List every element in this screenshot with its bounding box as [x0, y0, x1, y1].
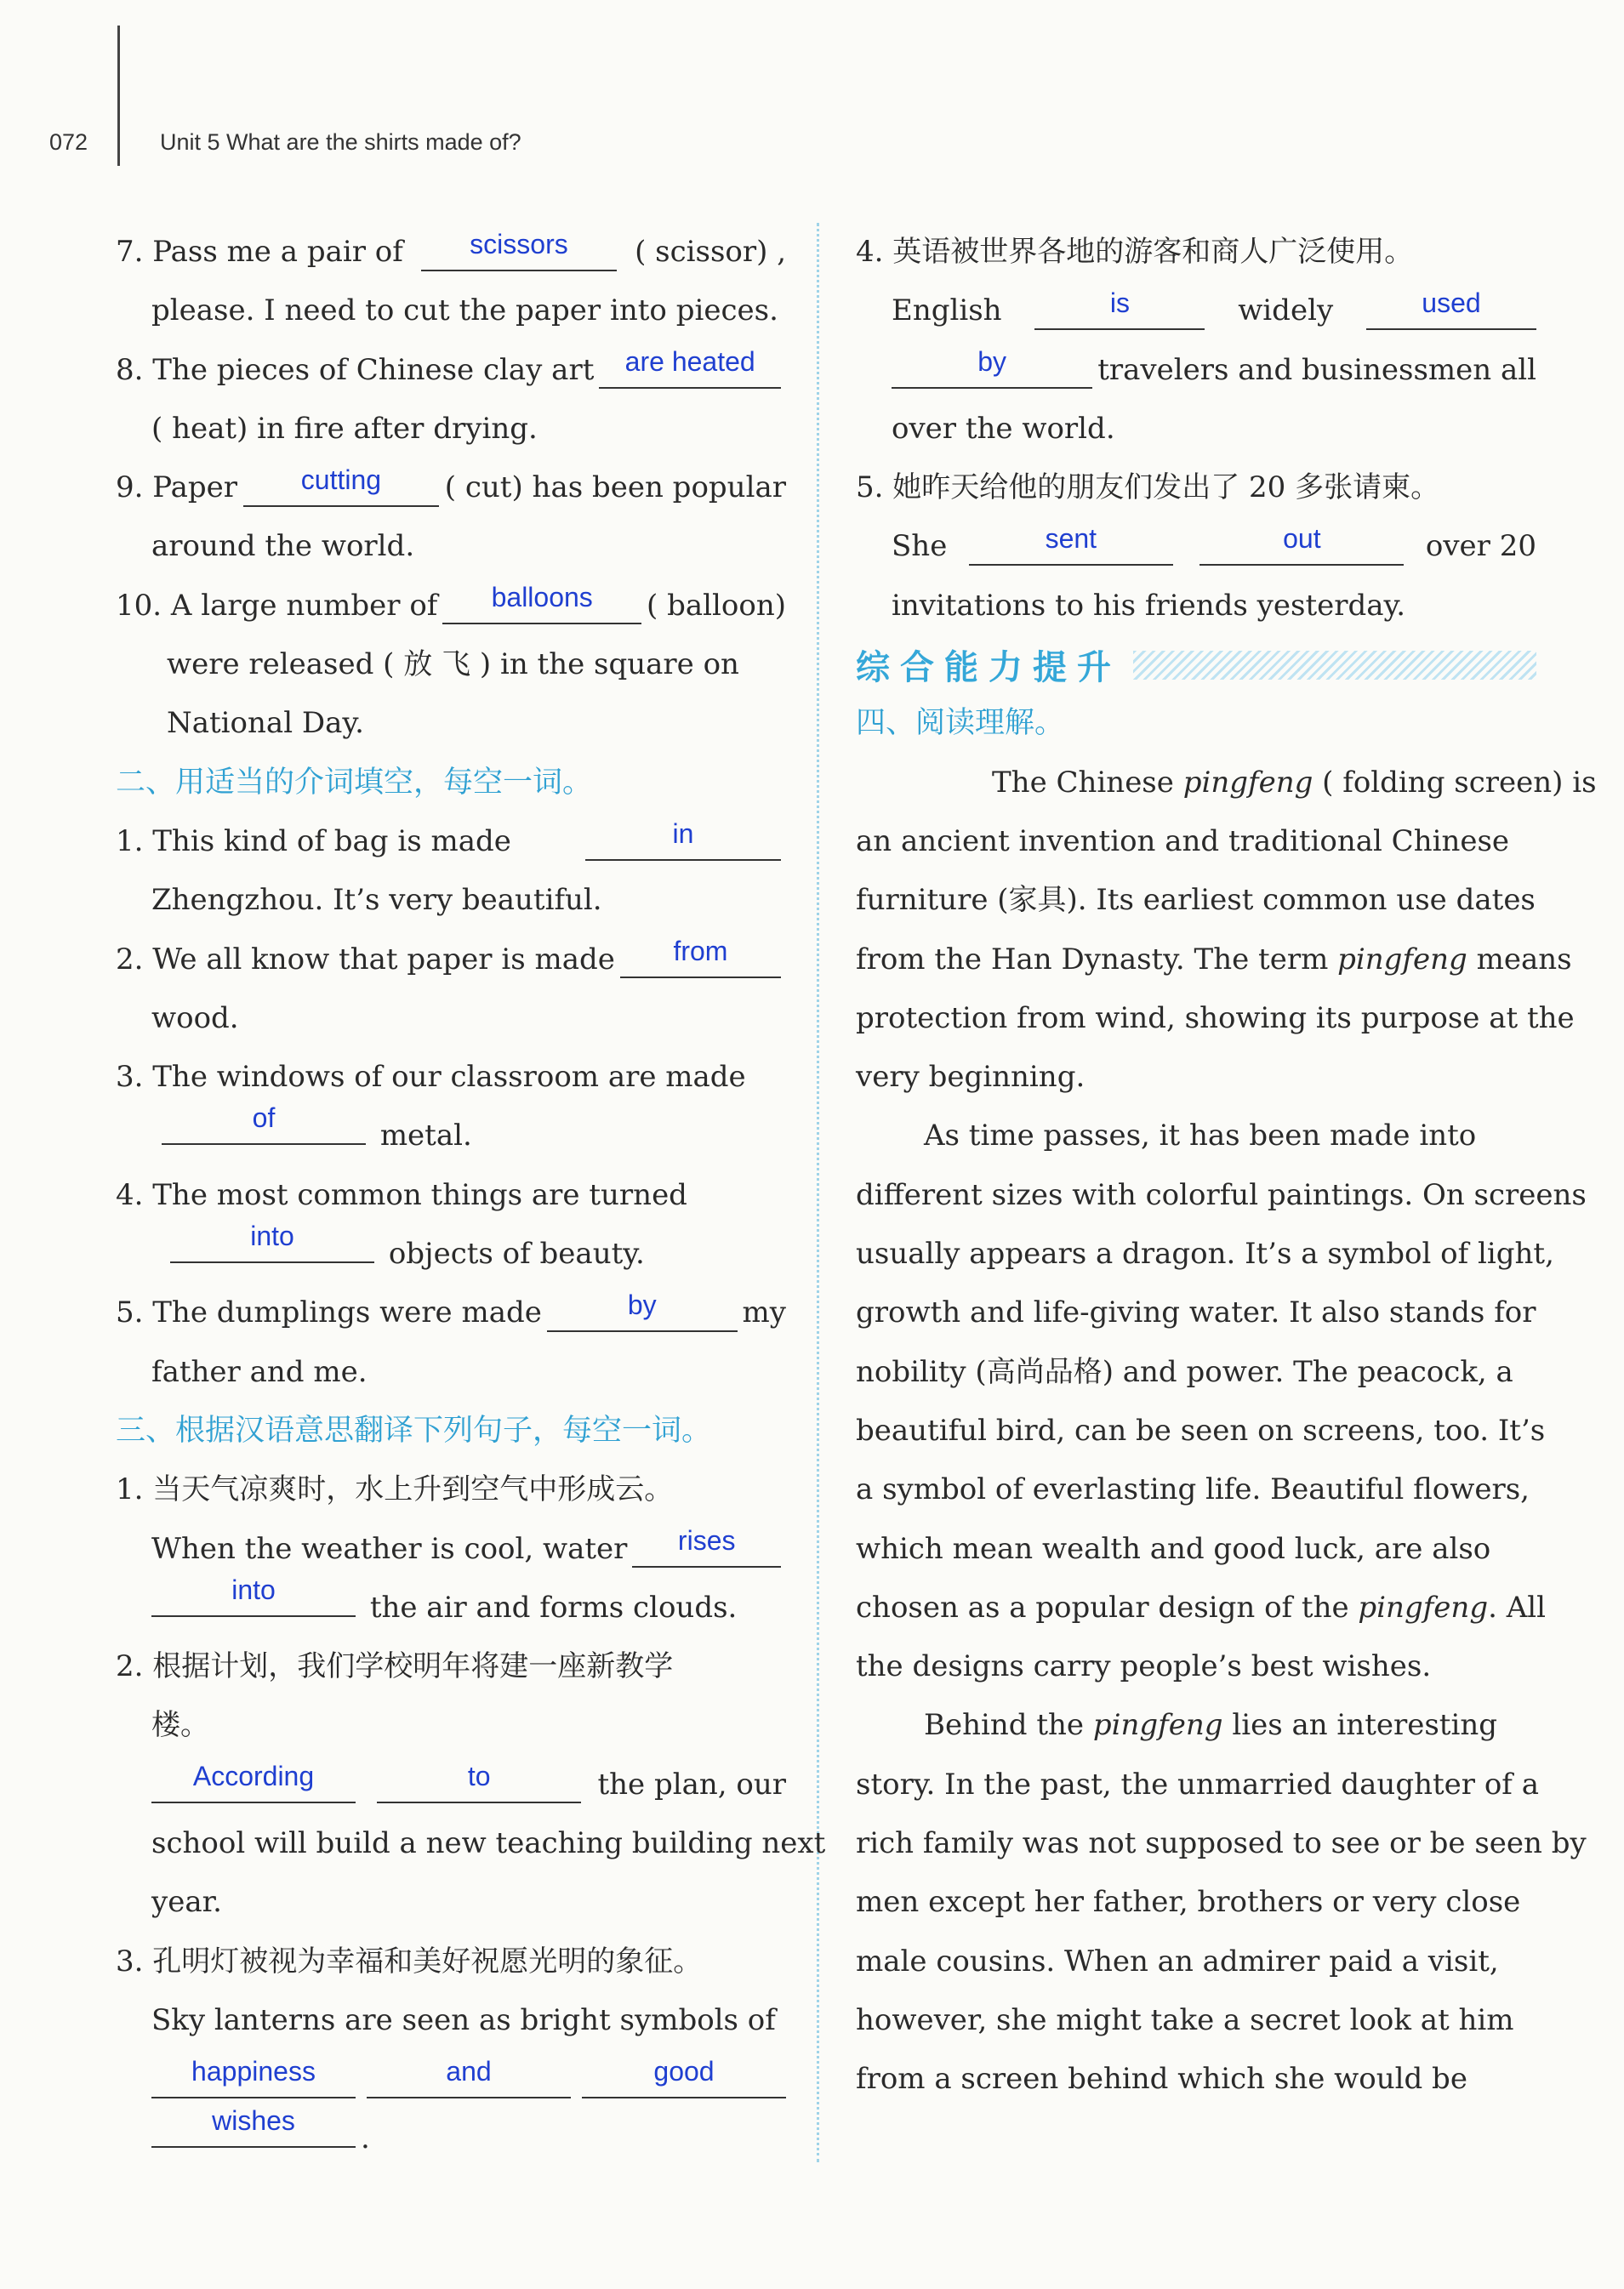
answer-text: scissors	[470, 228, 568, 259]
t2-cn2: 楼。	[151, 1708, 209, 1743]
passage-line: different sizes with colorful paintings. On screens	[856, 1177, 1587, 1212]
answer-text: and	[446, 2055, 492, 2087]
passage-line: protection from wind, showing its purpose at the	[856, 1000, 1575, 1035]
passage-line: beautiful bird, can be seen on screens, too. It’s	[856, 1413, 1546, 1448]
answer-text: wishes	[212, 2104, 295, 2136]
q7-cont: please. I need to cut the paper into pieces.	[151, 293, 778, 328]
answer-blank[interactable]	[377, 1761, 581, 1803]
t2-cn: 2. 根据计划，我们学校明年将建一座新教学	[116, 1649, 674, 1684]
t5-cn: 5. 她昨天给他的朋友们发出了 20 多张请柬。	[856, 470, 1440, 505]
reading-passage	[856, 754, 1597, 2110]
passage-line: however, she might take a secret look at him	[856, 2002, 1514, 2037]
answer-blank[interactable]	[1199, 523, 1404, 566]
q9-cont: around the world.	[151, 529, 415, 564]
t2-cont2: year.	[151, 1885, 222, 1920]
passage-line: chosen as a popular design of the pingfeng. All	[856, 1590, 1547, 1625]
answer-blank[interactable]	[620, 936, 781, 978]
passage-line: growth and life-giving water. It also stands for	[856, 1295, 1536, 1330]
answer-text: happiness	[191, 2055, 316, 2087]
answer-blank[interactable]	[367, 2055, 571, 2098]
answer-text: into	[231, 1574, 276, 1605]
passage-line: Behind the pingfeng lies an interesting	[924, 1708, 1498, 1743]
answer-text: into	[250, 1221, 294, 1252]
passage-line: The Chinese pingfeng ( folding screen) is	[992, 765, 1597, 800]
passage-line: rich family was not supposed to see or be seen by	[856, 1826, 1587, 1861]
passage-line: male cousins. When an admirer paid a visit,	[856, 1944, 1499, 1979]
p3-line: 3. The windows of our classroom are made	[116, 1060, 746, 1095]
passage-line: very beginning.	[856, 1060, 1086, 1095]
left-column	[116, 223, 826, 2168]
t2-cont: school will build a new teaching building next	[151, 1826, 826, 1861]
passage-line: from a screen behind which she would be	[856, 2062, 1467, 2097]
answer-blank[interactable]	[599, 346, 781, 389]
t1-cn: 1. 当天气凉爽时，水上升到空气中形成云。	[116, 1472, 674, 1507]
q10-cont2: National Day.	[167, 706, 364, 741]
t5-line: She sent out over 20	[856, 517, 1536, 576]
answer-text: is	[1109, 287, 1130, 318]
passage-line: nobility (高尚品格) and power. The peacock, a	[856, 1354, 1513, 1389]
answer-text: of	[252, 1102, 276, 1134]
q10-line: 10. A large number of balloons ( balloon)	[116, 577, 786, 635]
unit-title: Unit 5 What are the shirts made of?	[160, 129, 521, 155]
answer-text: used	[1422, 287, 1481, 318]
p1-cont: Zhengzhou. It’s very beautiful.	[151, 883, 602, 918]
answer-text: According	[192, 1761, 315, 1792]
answer-text: by	[627, 1289, 657, 1320]
t3-cont: wishes .	[116, 2110, 786, 2168]
answer-blank[interactable]	[582, 2055, 786, 2098]
answer-text: in	[672, 817, 694, 849]
p2-cont: wood.	[151, 1000, 239, 1035]
q10-cont: were released ( 放 飞 ) in the square on	[167, 647, 739, 682]
answer-blank[interactable]	[151, 2104, 356, 2148]
band-stripe	[1133, 651, 1536, 680]
answer-blank[interactable]	[162, 1102, 366, 1145]
right-column	[856, 223, 1597, 2110]
t3-line: Sky lanterns are seen as bright symbols of	[151, 2002, 776, 2037]
answer-text: by	[977, 346, 1007, 378]
section-2-heading: 二、用适当的介词填空，每空一词。	[116, 765, 593, 800]
passage-line: the designs carry people’s best wishes.	[856, 1649, 1432, 1684]
passage-line: from the Han Dynasty. The term pingfeng means	[856, 942, 1572, 977]
section-3-heading: 三、根据汉语意思翻译下列句子，每空一词。	[116, 1413, 712, 1448]
p5-cont: father and me.	[151, 1354, 368, 1389]
t3-cn: 3. 孔明灯被视为幸福和美好祝愿光明的象征。	[116, 1944, 703, 1979]
q7-line: 7. Pass me a pair of scissors ( scissor) ,	[116, 223, 786, 282]
answer-text: from	[673, 936, 728, 967]
q8-cont: ( heat) in fire after drying.	[151, 411, 538, 446]
answer-blank[interactable]	[892, 346, 1092, 389]
answer-text: to	[467, 1761, 491, 1792]
answer-text: are heated	[624, 346, 755, 378]
t3-blanks	[116, 2050, 786, 2109]
p1-line: 1. This kind of bag is made in	[116, 812, 786, 871]
answer-blank[interactable]	[151, 1761, 356, 1803]
answer-text: rises	[677, 1525, 736, 1557]
p4-line: 4. The most common things are turned	[116, 1177, 687, 1212]
p3-cont: of metal.	[116, 1107, 786, 1165]
page-number: 072	[49, 129, 88, 155]
passage-line: story. In the past, the unmarried daughter of a	[856, 1767, 1539, 1802]
answer-text: out	[1283, 523, 1321, 555]
answer-blank[interactable]	[151, 2055, 356, 2098]
answer-blank[interactable]	[421, 228, 617, 271]
t1-cont: into the air and forms clouds.	[116, 1579, 786, 1637]
t1-line: When the weather is cool, water rises	[116, 1520, 786, 1579]
passage-line: which mean wealth and good luck, are also	[856, 1531, 1491, 1566]
passage-line: usually appears a dragon. It’s a symbol of light,	[856, 1237, 1554, 1272]
answer-blank[interactable]	[151, 1574, 356, 1617]
answer-text: sent	[1045, 523, 1097, 555]
t4-cn: 4. 英语被世界各地的游客和商人广泛使用。	[856, 235, 1414, 269]
answer-blank[interactable]	[1034, 287, 1205, 330]
header-rule	[117, 26, 120, 166]
answer-blank[interactable]	[547, 1289, 738, 1332]
t5-cont: invitations to his friends yesterday.	[892, 588, 1406, 623]
passage-line: a symbol of everlasting life. Beautiful flowers,	[856, 1472, 1530, 1507]
section-4-heading: 四、阅读理解。	[856, 706, 1065, 741]
passage-line: furniture (家具). Its earliest common use dates	[856, 883, 1536, 918]
answer-blank[interactable]	[1366, 287, 1536, 330]
p4-cont: into objects of beauty.	[116, 1225, 786, 1284]
p2-line: 2. We all know that paper is made from	[116, 931, 786, 989]
t4-line: English is widely used	[856, 282, 1536, 340]
passage-line: an ancient invention and traditional Chinese	[856, 823, 1510, 858]
answer-text: good	[653, 2055, 715, 2087]
t4-cont: by travelers and businessmen all	[856, 341, 1536, 400]
answer-text: balloons	[491, 582, 593, 613]
answer-text: cutting	[300, 464, 382, 495]
answer-blank[interactable]	[442, 582, 641, 624]
answer-blank[interactable]	[170, 1221, 374, 1263]
q9-line: 9. Paper cutting ( cut) has been popular	[116, 458, 786, 517]
q8-line: 8. The pieces of Chinese clay art are heated	[116, 341, 786, 400]
answer-blank[interactable]	[585, 817, 781, 861]
t4-cont2: over the world.	[892, 411, 1115, 446]
band-title: 综合能力提升	[856, 648, 1121, 688]
section-band	[856, 635, 1536, 694]
answer-blank[interactable]	[243, 464, 439, 507]
answer-blank[interactable]	[969, 523, 1173, 566]
t2-line: According to the plan, our	[116, 1756, 786, 1814]
passage-line: As time passes, it has been made into	[924, 1119, 1477, 1153]
answer-blank[interactable]	[632, 1525, 781, 1568]
p5-line: 5. The dumplings were made by my	[116, 1284, 786, 1342]
passage-line: men except her father, brothers or very close	[856, 1885, 1521, 1920]
